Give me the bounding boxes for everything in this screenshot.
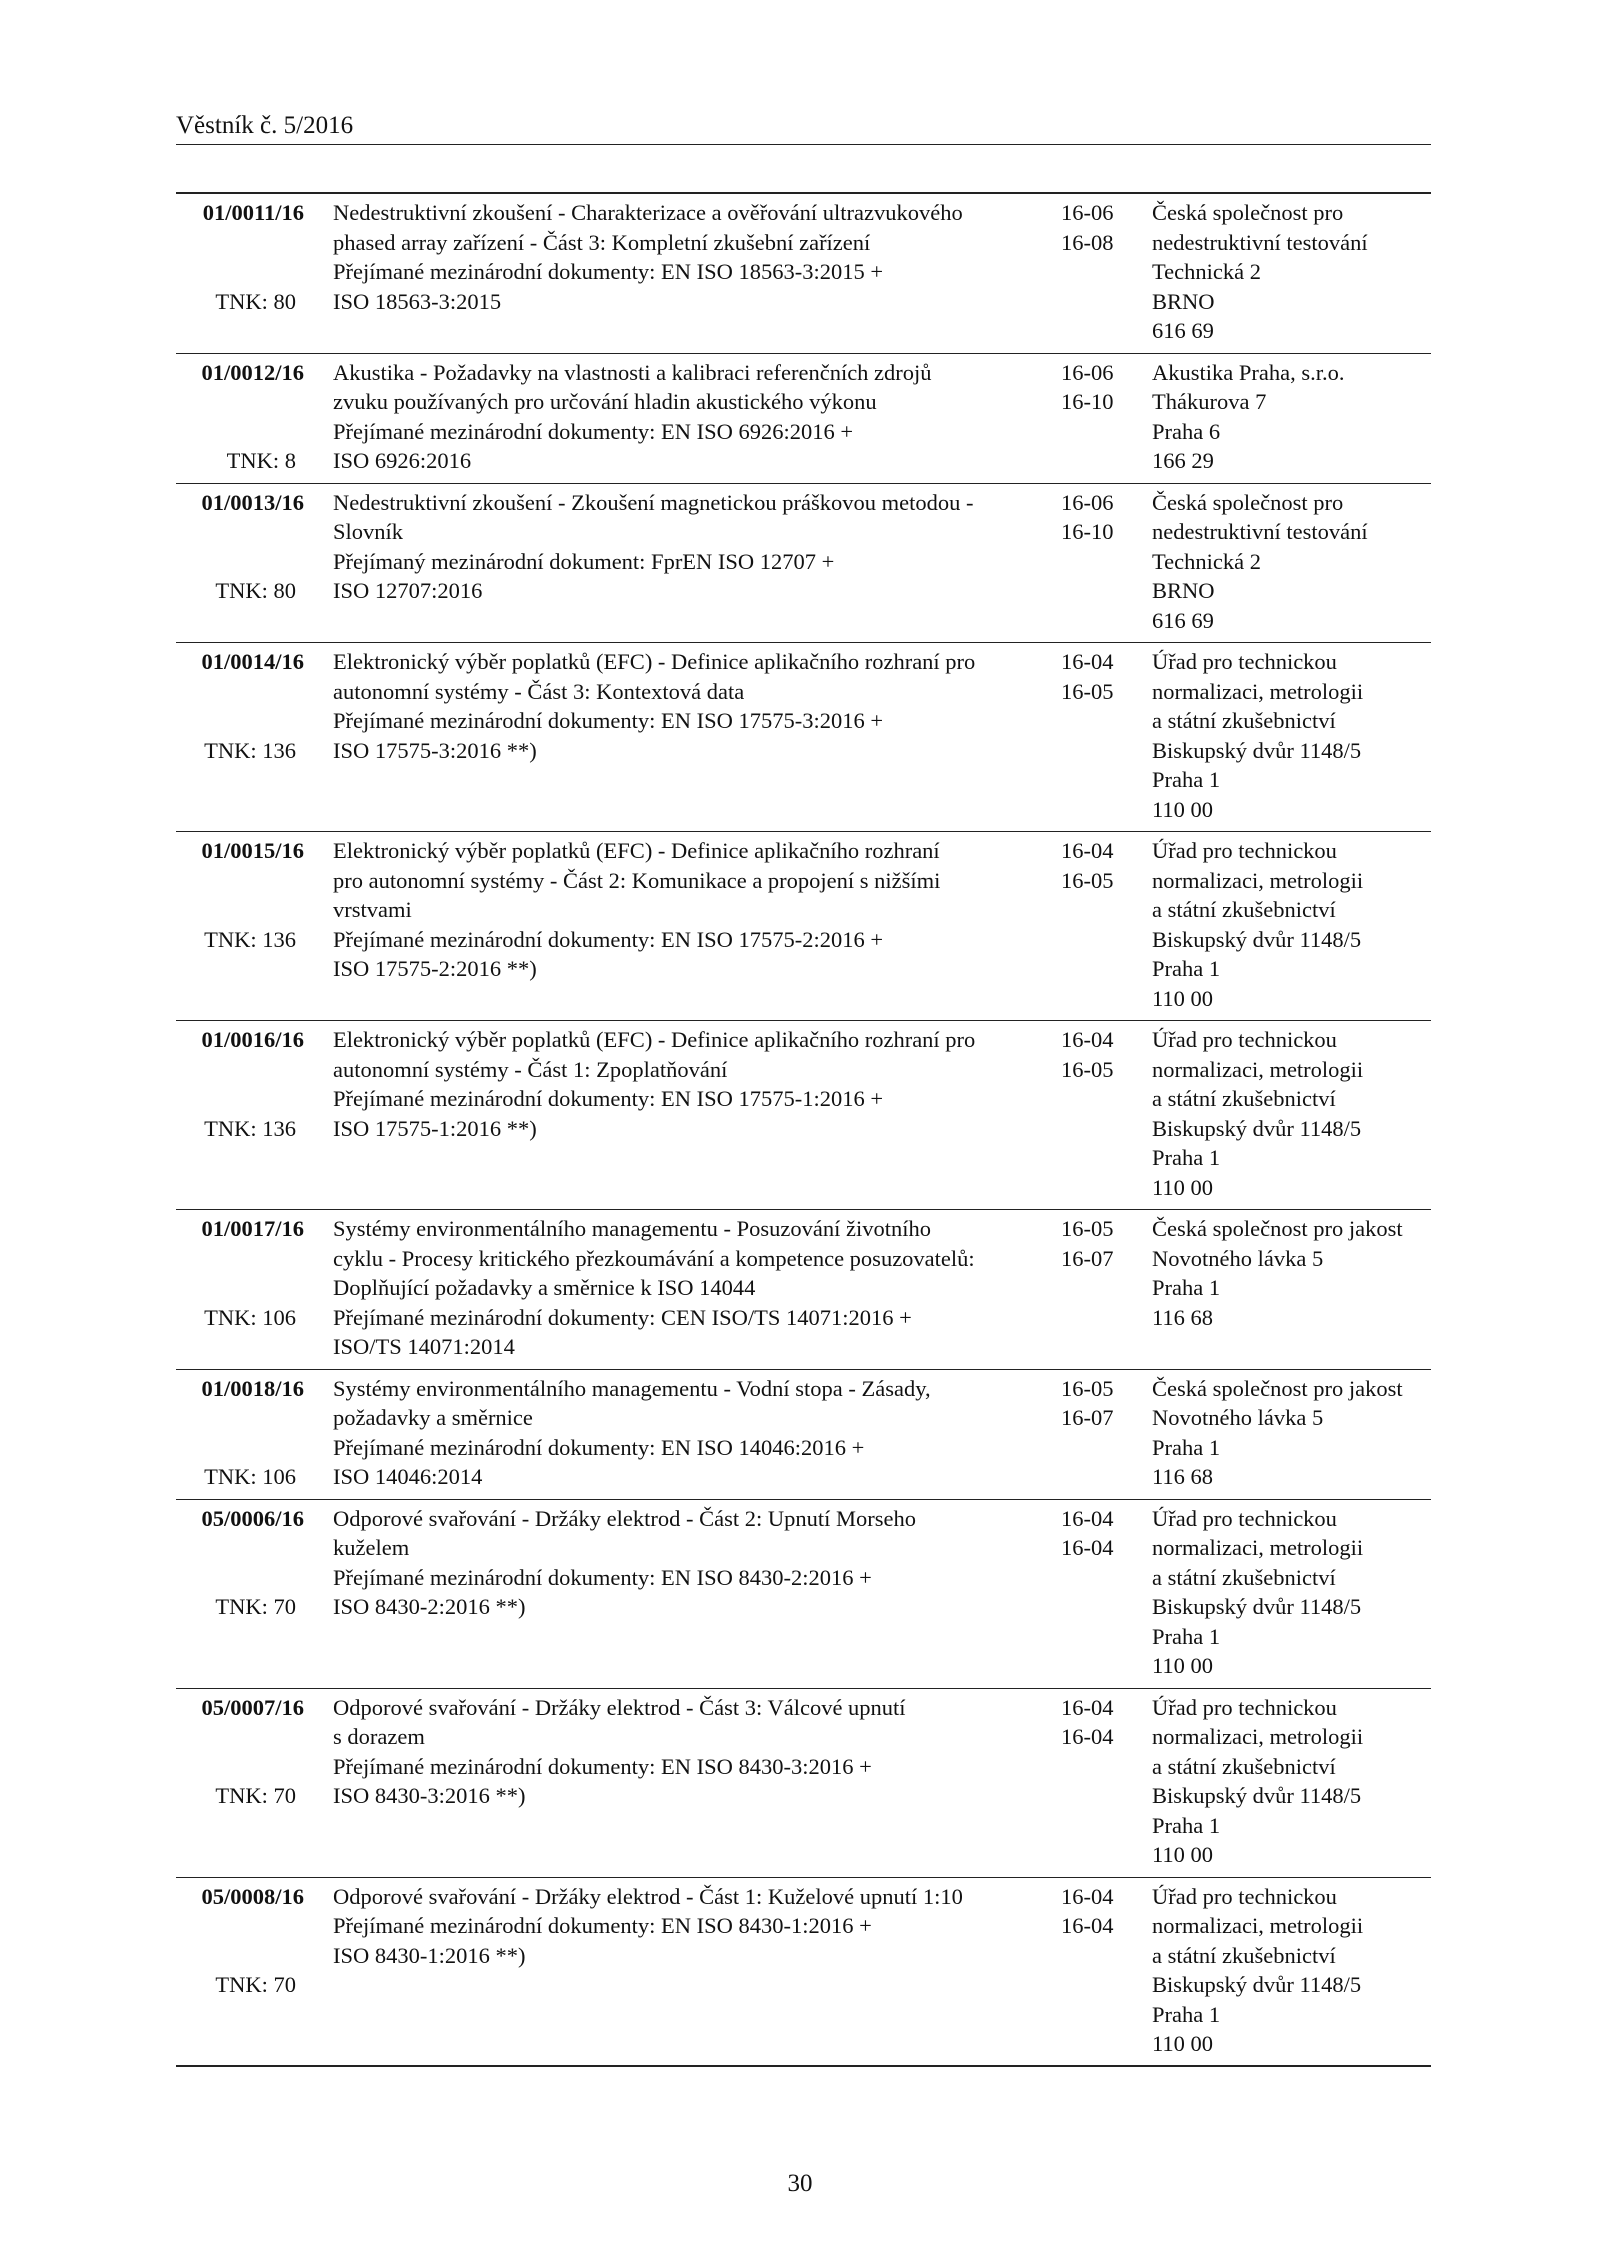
entry-title-line: Přejímané mezinárodní dokumenty: EN ISO 17575-2:2016 + — [333, 926, 884, 952]
entry-dates — [1061, 647, 1141, 706]
entry-tnk: TNK: 136 — [204, 1115, 296, 1141]
entry-organization-line: Biskupský dvůr 1148/5 — [1152, 1783, 1362, 1808]
entry-organization — [1152, 1504, 1442, 1681]
entry-organization-line: 110 00 — [1152, 985, 1214, 1011]
entry-title-line: ISO 17575-1:2016 **) — [333, 1115, 537, 1141]
entry-dates — [1061, 358, 1141, 417]
entry-organization-line: a státní zkušebnictví — [1152, 1753, 1336, 1779]
entry-title-line: s dorazem — [333, 1724, 425, 1749]
entry-date: 16-04 — [1061, 1027, 1114, 1052]
entry-title-line: Přejímaný mezinárodní dokument: FprEN ISO 12707 + — [333, 548, 835, 574]
entry-organization-line: 116 68 — [1152, 1304, 1214, 1330]
entry-dates — [1061, 836, 1141, 895]
entry-organization-line: nedestruktivní testování — [1152, 229, 1368, 255]
entry-date: 16-04 — [1061, 1505, 1114, 1531]
entry-title — [333, 1374, 1033, 1492]
entry-title-line: cyklu - Procesy kritického přezkoumávání a kompetence posuzovatelů: — [333, 1245, 975, 1271]
entry-title-line: Doplňující požadavky a směrnice k ISO 14044 — [333, 1275, 756, 1300]
entry-title-line: ISO 17575-3:2016 **) — [333, 737, 537, 763]
entry-organization-line: Biskupský dvůr 1148/5 — [1152, 737, 1362, 763]
entry-organization-line: Technická 2 — [1152, 259, 1261, 284]
entry-dates — [1061, 488, 1141, 547]
entry-organization — [1152, 1374, 1442, 1492]
entry-organization-line: normalizaci, metrologii — [1152, 1724, 1364, 1749]
entry-tnk: TNK: 136 — [204, 926, 296, 952]
entry-title-line: Přejímané mezinárodní dokumenty: EN ISO 14046:2016 + — [333, 1434, 865, 1460]
entry-title-line: phased array zařízení - Část 3: Kompletní zkušební zařízení — [333, 229, 871, 255]
entry-dates — [1061, 1693, 1141, 1752]
entry-organization-line: BRNO — [1152, 578, 1215, 603]
entry-date: 16-04 — [1061, 1694, 1114, 1720]
entry-title-line: pro autonomní systémy - Část 2: Komunikace a propojení s nižšími — [333, 867, 941, 893]
entry-organization — [1152, 1025, 1442, 1202]
entry-date: 16-04 — [1061, 1724, 1114, 1749]
entry-organization-line: Praha 1 — [1152, 956, 1221, 981]
entry-title-line: ISO 18563-3:2015 — [333, 288, 502, 314]
entry-tnk: TNK: 8 — [226, 448, 296, 473]
entry-organization-line: Úřad pro technickou — [1152, 1505, 1337, 1531]
entry-title-line: autonomní systémy - Část 3: Kontextová data — [333, 678, 745, 704]
standard-entry — [176, 484, 1431, 644]
entry-title — [333, 1504, 1033, 1622]
entry-tnk: TNK: 106 — [204, 1304, 296, 1330]
entry-organization-line: Praha 1 — [1152, 1623, 1221, 1649]
entry-title-line: ISO 8430-3:2016 **) — [333, 1783, 526, 1808]
entry-title — [333, 647, 1033, 765]
entry-organization-line: Biskupský dvůr 1148/5 — [1152, 1115, 1362, 1141]
entry-title — [333, 1693, 1033, 1811]
entry-title-line: Přejímané mezinárodní dokumenty: EN ISO 17575-3:2016 + — [333, 708, 884, 733]
entry-date: 16-06 — [1061, 489, 1114, 515]
entry-title-line: Odporové svařování - Držáky elektrod - Část 2: Upnutí Morseho — [333, 1505, 916, 1531]
entry-date: 16-05 — [1061, 678, 1114, 704]
entry-title-line: autonomní systémy - Část 1: Zpoplatňování — [333, 1056, 728, 1082]
entry-title-line: Přejímané mezinárodní dokumenty: EN ISO 8430-2:2016 + — [333, 1564, 872, 1590]
entry-organization-line: Praha 1 — [1152, 2001, 1221, 2027]
entry-organization-line: Novotného lávka 5 — [1152, 1405, 1324, 1430]
entry-organization-line: Úřad pro technickou — [1152, 1694, 1337, 1720]
entry-organization-line: 616 69 — [1152, 318, 1214, 343]
entry-title-line: Nedestruktivní zkoušení - Charakterizace a ověřování ultrazvukového — [333, 200, 963, 225]
entry-organization-line: a státní zkušebnictví — [1152, 1564, 1336, 1590]
entry-id: 05/0006/16 — [201, 1505, 304, 1531]
entry-title-line: Elektronický výběr poplatků (EFC) - Definice aplikačního rozhraní — [333, 838, 940, 863]
standard-entry — [176, 1021, 1431, 1210]
entry-organization-line: Úřad pro technickou — [1152, 1883, 1337, 1909]
standard-entry — [176, 643, 1431, 832]
entry-title — [333, 358, 1033, 476]
entry-organization-line: Úřad pro technickou — [1152, 649, 1337, 674]
entry-title — [333, 836, 1033, 984]
entry-title-line: ISO 8430-1:2016 **) — [333, 1942, 526, 1968]
entry-organization-line: 616 69 — [1152, 607, 1214, 633]
entry-date: 16-10 — [1061, 389, 1114, 414]
entry-dates — [1061, 1025, 1141, 1084]
entry-title — [333, 1214, 1033, 1362]
entry-organization-line: 110 00 — [1152, 2031, 1214, 2056]
entry-organization — [1152, 836, 1442, 1013]
entry-organization-line: Praha 1 — [1152, 1275, 1221, 1300]
entry-title-line: Elektronický výběr poplatků (EFC) - Definice aplikačního rozhraní pro — [333, 1027, 976, 1052]
entry-organization-line: a státní zkušebnictví — [1152, 1086, 1336, 1111]
entry-title-line: vrstvami — [333, 897, 412, 922]
entry-dates — [1061, 1214, 1141, 1273]
entry-organization-line: 116 68 — [1152, 1464, 1214, 1489]
entry-title-line: Odporové svařování - Držáky elektrod - Část 1: Kuželové upnutí 1:10 — [333, 1883, 963, 1909]
entry-tnk: TNK: 70 — [215, 1594, 296, 1619]
entry-id: 01/0012/16 — [201, 359, 304, 385]
entry-dates — [1061, 1374, 1141, 1433]
entry-date: 16-05 — [1061, 1375, 1114, 1401]
entry-title-line: ISO 12707:2016 — [333, 578, 483, 603]
entry-organization-line: Česká společnost pro jakost — [1152, 1375, 1403, 1401]
entry-organization-line: a státní zkušebnictví — [1152, 897, 1336, 922]
entry-id: 05/0007/16 — [201, 1694, 304, 1720]
entry-title-line: Přejímané mezinárodní dokumenty: EN ISO 17575-1:2016 + — [333, 1086, 884, 1111]
entry-organization-line: nedestruktivní testování — [1152, 519, 1368, 544]
entry-organization-line: Česká společnost pro — [1152, 489, 1344, 515]
entry-organization-line: Praha 1 — [1152, 1145, 1221, 1170]
standard-entry — [176, 1370, 1431, 1500]
standard-entry — [176, 354, 1431, 484]
entry-organization — [1152, 1693, 1442, 1870]
entry-organization-line: Biskupský dvůr 1148/5 — [1152, 926, 1362, 952]
entry-title-line: Akustika - Požadavky na vlastnosti a kalibraci referenčních zdrojů — [333, 359, 932, 385]
entry-id: 01/0011/16 — [202, 200, 304, 225]
entry-organization-line: Praha 1 — [1152, 1812, 1221, 1838]
entry-title-line: Přejímané mezinárodní dokumenty: EN ISO 18563-3:2015 + — [333, 259, 884, 284]
entry-organization-line: Česká společnost pro jakost — [1152, 1216, 1403, 1241]
standard-entry — [176, 1500, 1431, 1689]
entry-organization-line: Úřad pro technickou — [1152, 838, 1337, 863]
entry-title-line: Systémy environmentálního managementu - Vodní stopa - Zásady, — [333, 1375, 931, 1401]
entry-dates — [1061, 198, 1141, 257]
entry-tnk: TNK: 70 — [215, 1972, 296, 1997]
entry-date: 16-06 — [1061, 359, 1114, 385]
entry-organization — [1152, 1882, 1442, 2059]
entry-id: 05/0008/16 — [201, 1883, 304, 1909]
entry-organization-line: Česká společnost pro — [1152, 200, 1344, 225]
entry-date: 16-05 — [1061, 1216, 1114, 1241]
page-header-title: Věstník č. 5/2016 — [176, 112, 354, 139]
page-number: 30 — [787, 2170, 813, 2197]
entry-id: 01/0018/16 — [201, 1375, 304, 1401]
entry-date: 16-04 — [1061, 1535, 1114, 1560]
entry-date: 16-07 — [1061, 1405, 1114, 1430]
entry-date: 16-07 — [1061, 1245, 1114, 1271]
entry-date: 16-04 — [1061, 838, 1114, 863]
entry-organization-line: Praha 1 — [1152, 1434, 1221, 1460]
entry-date: 16-08 — [1061, 229, 1114, 255]
entry-tnk: TNK: 80 — [215, 578, 296, 603]
entry-id: 01/0017/16 — [201, 1216, 304, 1241]
entry-title-line: Systémy environmentálního managementu - Posuzování životního — [333, 1216, 932, 1241]
entry-organization — [1152, 358, 1442, 476]
entry-tnk: TNK: 80 — [215, 288, 296, 314]
entry-organization-line: 110 00 — [1152, 1842, 1214, 1867]
entry-title-line: ISO/TS 14071:2014 — [333, 1334, 515, 1359]
entry-title-line: požadavky a směrnice — [333, 1405, 533, 1430]
entry-id: 01/0015/16 — [201, 838, 304, 863]
entry-date: 16-04 — [1061, 649, 1114, 674]
entry-organization-line: normalizaci, metrologii — [1152, 867, 1364, 893]
entry-title-line: kuželem — [333, 1535, 410, 1560]
entry-organization-line: Biskupský dvůr 1148/5 — [1152, 1594, 1362, 1619]
entry-id: 01/0014/16 — [201, 649, 304, 674]
entry-organization-line: Novotného lávka 5 — [1152, 1245, 1324, 1271]
entry-organization-line: 110 00 — [1152, 1653, 1214, 1678]
entry-organization-line: 110 00 — [1152, 796, 1214, 822]
entry-title — [333, 198, 1033, 316]
entry-title — [333, 1882, 1033, 1971]
entry-dates — [1061, 1882, 1141, 1941]
entry-organization — [1152, 198, 1442, 346]
entry-date: 16-04 — [1061, 1913, 1114, 1938]
entry-date: 16-10 — [1061, 519, 1114, 544]
entry-organization — [1152, 1214, 1442, 1332]
entry-title-line: Nedestruktivní zkoušení - Zkoušení magnetickou práškovou metodou - — [333, 489, 974, 515]
entry-title — [333, 488, 1033, 606]
entry-title-line: ISO 6926:2016 — [333, 448, 472, 473]
entry-organization-line: a státní zkušebnictví — [1152, 708, 1336, 733]
entry-organization-line: normalizaci, metrologii — [1152, 1535, 1364, 1560]
entry-organization-line: Biskupský dvůr 1148/5 — [1152, 1972, 1362, 1997]
entry-title-line: ISO 14046:2014 — [333, 1464, 483, 1489]
entry-organization — [1152, 647, 1442, 824]
entry-title-line: Slovník — [333, 519, 404, 544]
entry-title-line: ISO 17575-2:2016 **) — [333, 956, 537, 981]
entry-tnk: TNK: 70 — [215, 1783, 296, 1808]
entry-id: 01/0013/16 — [201, 489, 304, 515]
entry-organization — [1152, 488, 1442, 636]
entry-organization-line: normalizaci, metrologii — [1152, 1056, 1364, 1082]
entry-title-line: Odporové svařování - Držáky elektrod - Část 3: Válcové upnutí — [333, 1694, 906, 1720]
entry-tnk: TNK: 136 — [204, 737, 296, 763]
entry-title — [333, 1025, 1033, 1143]
entry-id: 01/0016/16 — [201, 1027, 304, 1052]
standard-entry — [176, 1689, 1431, 1878]
entry-organization-line: a státní zkušebnictví — [1152, 1942, 1336, 1968]
entry-organization-line: normalizaci, metrologii — [1152, 678, 1364, 704]
entry-title-line: Přejímané mezinárodní dokumenty: EN ISO 6926:2016 + — [333, 418, 854, 444]
entry-organization-line: BRNO — [1152, 288, 1215, 314]
entry-title-line: Elektronický výběr poplatků (EFC) - Definice aplikačního rozhraní pro — [333, 649, 976, 674]
entry-organization-line: 166 29 — [1152, 448, 1214, 473]
header-rule — [176, 144, 1431, 145]
entry-tnk: TNK: 106 — [204, 1464, 296, 1489]
standards-list — [176, 192, 1431, 2067]
entry-date: 16-05 — [1061, 867, 1114, 893]
standard-entry — [176, 1878, 1431, 2067]
entry-title-line: Přejímané mezinárodní dokumenty: CEN ISO/TS 14071:2016 + — [333, 1304, 912, 1330]
standard-entry — [176, 194, 1431, 354]
entry-organization-line: 110 00 — [1152, 1174, 1214, 1200]
entry-organization-line: Praha 1 — [1152, 767, 1221, 792]
entry-title-line: ISO 8430-2:2016 **) — [333, 1594, 526, 1619]
entry-organization-line: normalizaci, metrologii — [1152, 1913, 1364, 1938]
entry-title-line: Přejímané mezinárodní dokumenty: EN ISO 8430-3:2016 + — [333, 1753, 872, 1779]
entry-organization-line: Úřad pro technickou — [1152, 1027, 1337, 1052]
entry-date: 16-06 — [1061, 200, 1114, 225]
entry-organization-line: Praha 6 — [1152, 418, 1221, 444]
entry-date: 16-05 — [1061, 1056, 1114, 1082]
entry-dates — [1061, 1504, 1141, 1563]
entry-title-line: zvuku používaných pro určování hladin akustického výkonu — [333, 389, 877, 414]
entry-organization-line: Technická 2 — [1152, 548, 1261, 574]
entry-organization-line: Thákurova 7 — [1152, 389, 1267, 414]
standard-entry — [176, 832, 1431, 1021]
entry-date: 16-04 — [1061, 1883, 1114, 1909]
standard-entry — [176, 1210, 1431, 1370]
entry-organization-line: Akustika Praha, s.r.o. — [1152, 359, 1345, 385]
entry-title-line: Přejímané mezinárodní dokumenty: EN ISO 8430-1:2016 + — [333, 1913, 872, 1938]
